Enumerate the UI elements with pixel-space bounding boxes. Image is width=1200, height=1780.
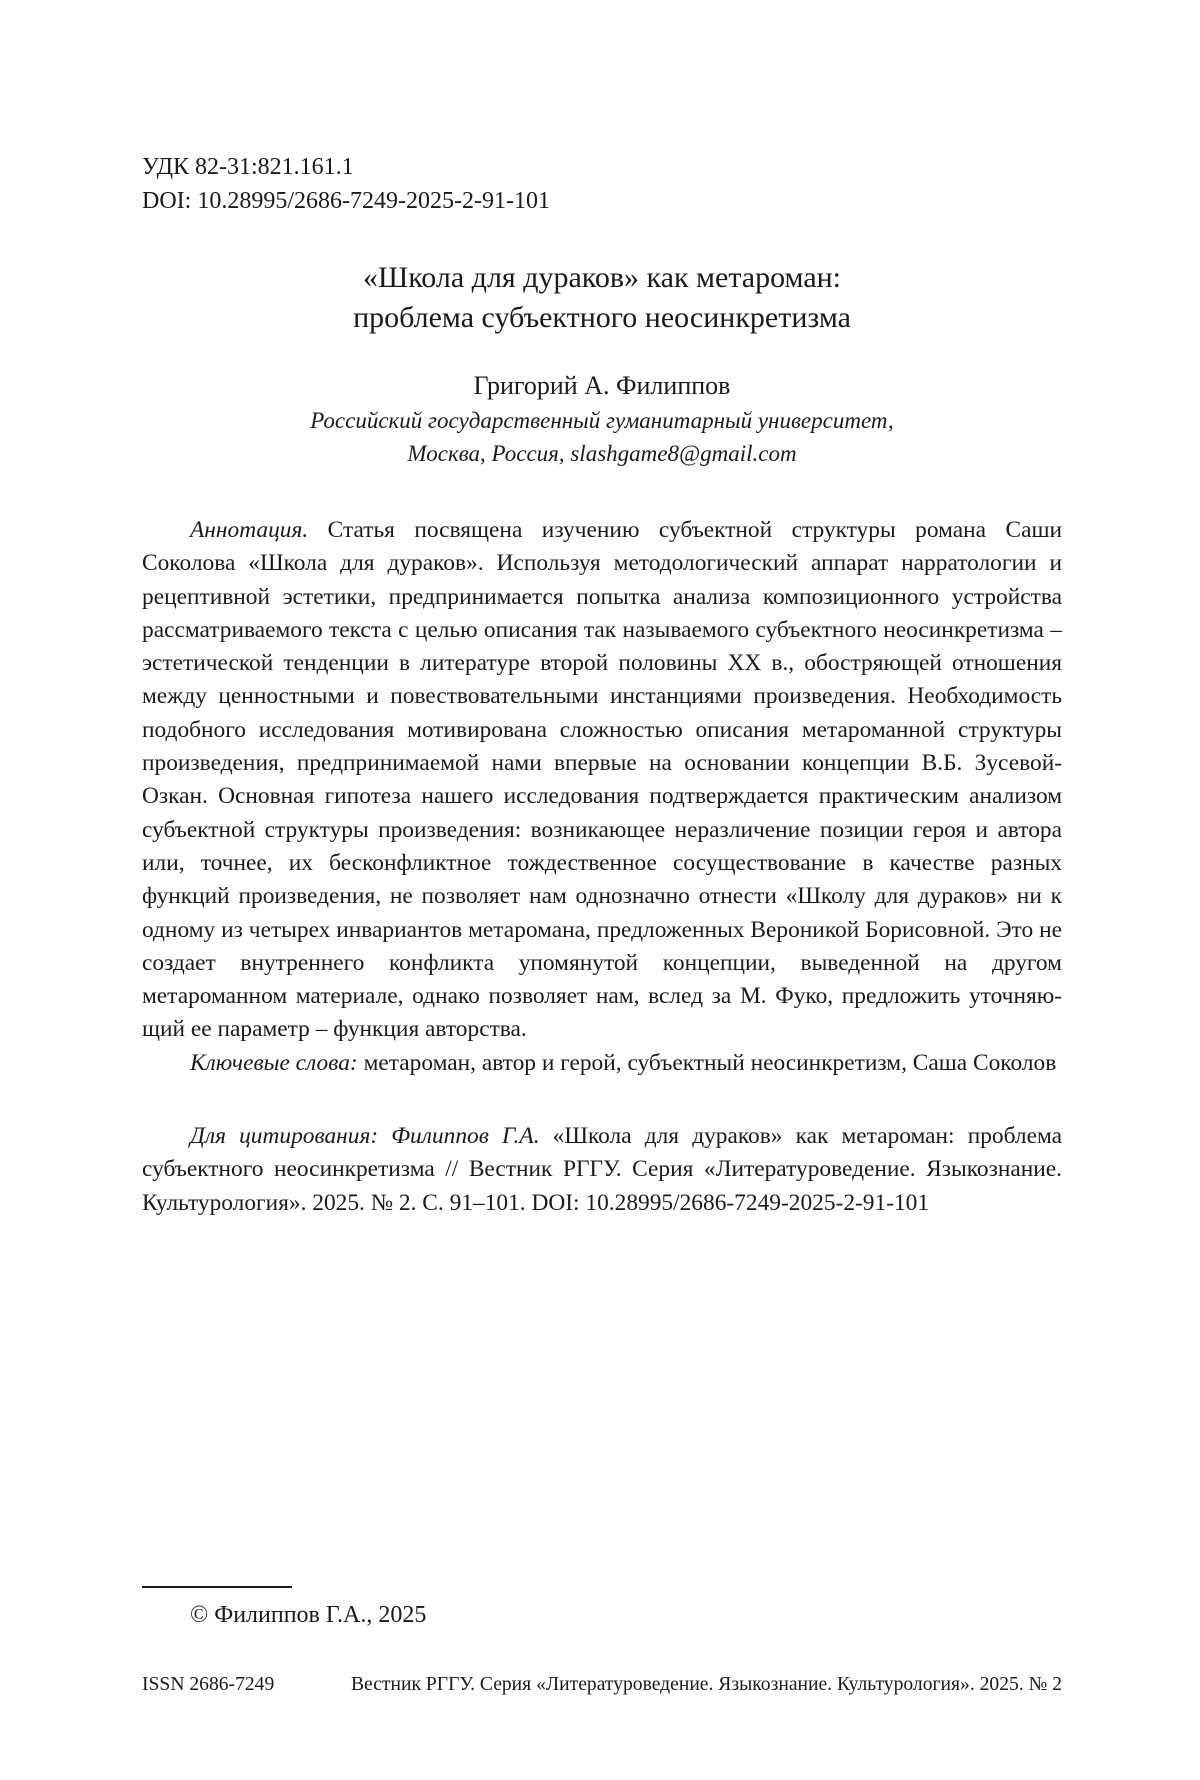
udk-code: УДК 82-31:821.161.1 [142,150,1062,184]
citation-block [142,1120,1062,1220]
doi-code: DOI: 10.28995/2686-7249-2025-2-91-101 [142,184,1062,218]
author-name: Григорий А. Филиппов [142,368,1062,404]
running-footer [142,1672,1062,1698]
abstract-text: Статья посвящена изучению субъектной структуры рома­на Саши Соколова «Школа для дураков». Используя методологический аппарат нарратологии и рецептивной эстетики, предпринимается попытка анализа композиционного устройства рассматриваемого текста с целью описания так называемого субъектного неосинкретизма – эстетической тенденции в литературе второй половины XX в., обостряющей отношения между ценностными и повествовательными инстанциями произведения. Необходимость подобного исследования мотивирована сложностью опи­сания метароманной структуры произведения, предпринимаемой нами впервые на основании концепции В.Б. Зусевой-Озкан. Основная гипотеза нашего исследования подтверждается практическим анализом субъектной структуры произведения: возникающее неразличение позиции героя и автора или, точнее, их бесконфликтное тождественное сосуществование в качестве разных функций произведения, не позволяет нам однозначно от­нести «Школу для дураков» ни к одному из четырех инвариантов метаро­мана, предложенных Вероникой Борисовной. Это не создает внутреннего конфликта упомянутой концепции, выведенной на другом метароманном материале, однако позволяет нам, вслед за М. Фуко, предложить уточняю­щий ее параметр – функция авторства. [142,517,1062,1042]
footer-journal: Вестник РГГУ. Серия «Литературоведение. Языкознание. Культурология». 2025. № 2 [351,1672,1062,1698]
abstract-label: Аннотация. [190,517,308,543]
footnote-divider [142,1586,292,1588]
title-line-2: проблема субъектного неосинкретизма [142,298,1062,338]
article-front-page [142,150,1062,1220]
keywords-label: Ключевые слова: [190,1050,358,1076]
keywords-paragraph [142,1047,1062,1080]
abstract-paragraph [142,514,1062,1047]
citation-label: Для цитирования: Филиппов Г.А. [190,1123,540,1149]
author-affiliation: Российский государственный гуманитарный университет, [142,404,1062,437]
author-location-email: Москва, Россия, slashgame8@gmail.com [142,437,1062,470]
citation-text: «Школа для дураков» как метароман: проблема субъектного неосинкретизма // Вестник РГГУ. Серия «Литера­туроведение. Языкознание. Культурология». 2025. № 2. С. 91–101. DOI: 10.28995/2686-7249-2025-2-91-101 [142,1123,1062,1216]
copyright-notice: © Филиппов Г.А., 2025 [190,1598,426,1632]
article-meta [142,150,1062,218]
article-title [142,258,1062,338]
footer-issn: ISSN 2686-7249 [142,1672,274,1698]
abstract-block [142,514,1062,1080]
title-line-1: «Школа для дураков» как метароман: [142,258,1062,298]
keywords-text: метароман, автор и герой, субъектный неосинкретизм, Саша Соколов [358,1050,1057,1076]
